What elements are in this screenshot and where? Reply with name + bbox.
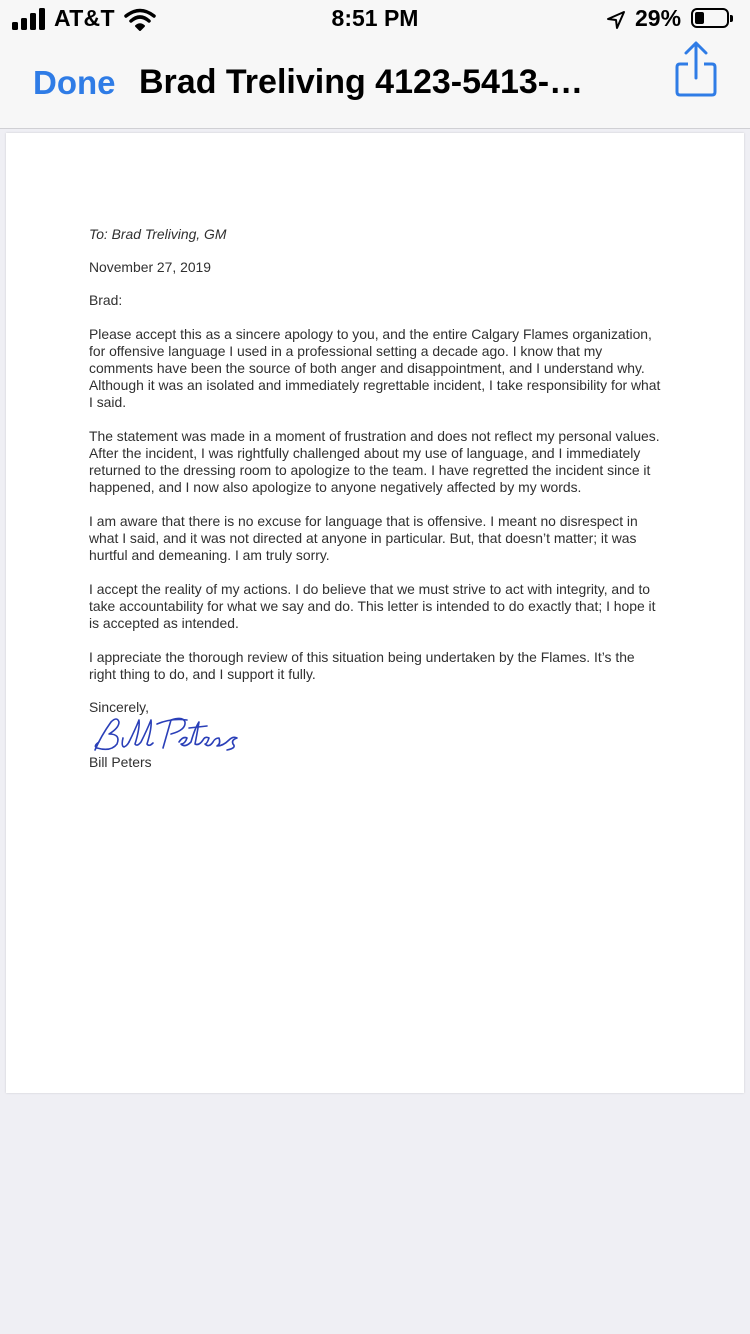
letter-paragraph: The statement was made in a moment of frustration and does not reflect my personal values. After the incident, I was rightfully challenged about my use of language, and I immediately returned to the dressing room to apologize to the team. I have regretted the incident since it happened, and I now also apologize to anyone negatively affected by my words. [89,428,660,495]
clock-time: 8:51 PM [331,5,419,31]
status-bar [0,0,750,40]
battery-percent: 29% [635,5,682,31]
location-arrow-icon [606,10,626,30]
share-icon [672,40,720,100]
document-page[interactable] [6,133,744,1093]
done-button[interactable]: Done [33,64,116,101]
letter-paragraph: I accept the reality of my actions. I do believe that we must strive to act with integrity, and to take accountability for what we say and do. This letter is intended to do exactly that; I hope it is accepted as intended. [89,581,656,631]
document-title: Brad Treliving 4123-5413-… [139,63,584,101]
letter-recipient: To: Brad Treliving, GM [89,226,227,242]
letter-signer: Bill Peters [89,754,152,770]
battery-icon [691,8,735,30]
letter-paragraph: Please accept this as a sincere apology to you, and the entire Calgary Flames organization, for offensive language I used in a professional setting a decade ago. I know that my comments have been the source of both anger and disappointment, and I understand why. Although it was an isolated and immediately regrettable incident, I take responsibility for what I said. [89,326,661,410]
letter-body [89,226,664,771]
letter-date: November 27, 2019 [89,259,212,275]
share-button[interactable] [672,40,720,100]
letter-salutation: Brad: [89,292,123,308]
battery-level-fill [695,12,704,24]
letter-closing: Sincerely, [89,699,149,715]
handwritten-signature [91,714,241,754]
letter-paragraph: I appreciate the thorough review of this situation being undertaken by the Flames. It’s the right thing to do, and I support it fully. [89,649,635,682]
navigation-bar [0,40,750,129]
carrier-label: AT&T [54,5,115,31]
letter-paragraph: I am aware that there is no excuse for language that is offensive. I meant no disrespect in what I said, and it was not directed at anyone in particular. But, that doesn’t matter; it was hurtful and demeaning. I am truly sorry. [89,513,638,563]
